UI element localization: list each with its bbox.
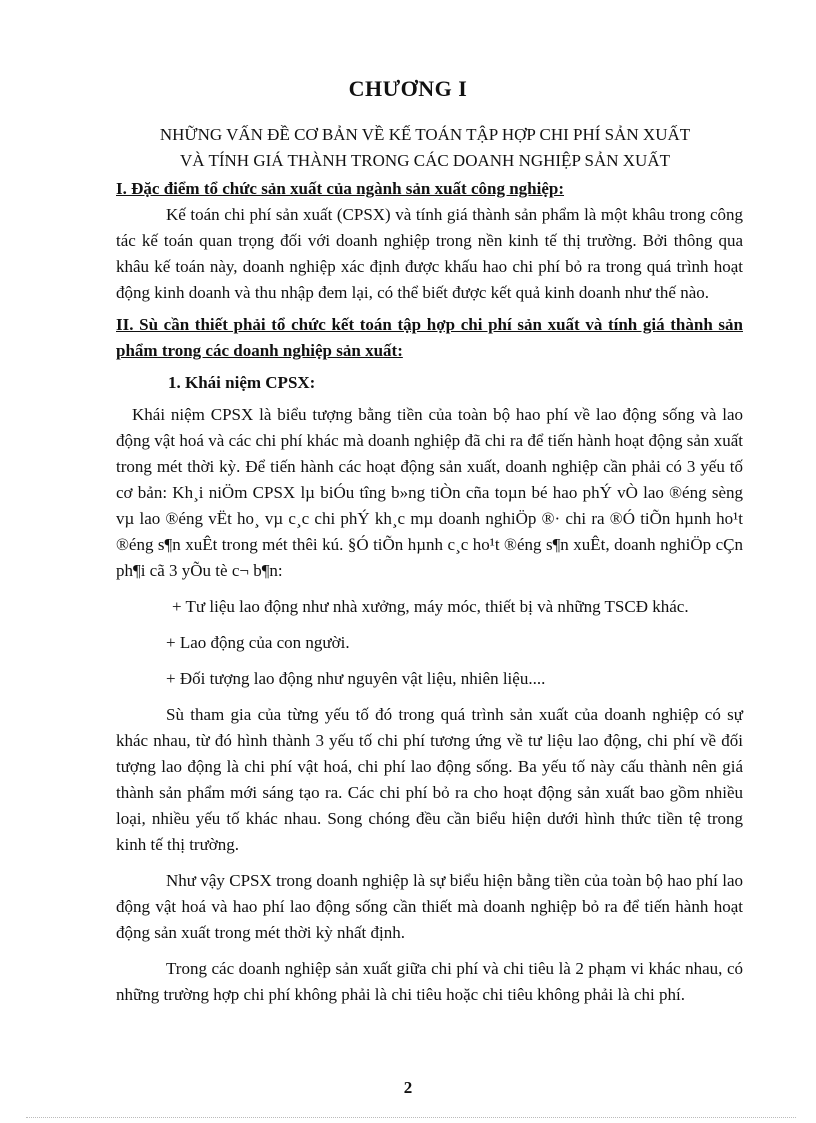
document-body xyxy=(116,176,743,1008)
section-2-heading: II. Sù cần thiết phải tổ chức kết toán tập hợp chi phí sản xuất và tính giá thành sản phẩm trong các doanh nghiệp sản xuất: xyxy=(116,315,743,360)
paragraph-5: Trong các doanh nghiệp sản xuất giữa chi phí và chi tiêu là 2 phạm vi khác nhau, có những trường hợp chi phí không phải là chi tiêu hoặc chi tiêu không phải là chi phí. xyxy=(116,959,743,1004)
list-item-1: + Tư liệu lao động như nhà xưởng, máy móc, thiết bị và những TSCĐ khác. xyxy=(172,597,689,616)
subtitle-line-2: VÀ TÍNH GIÁ THÀNH TRONG CÁC DOANH NGHIỆP SẢN XUẤT xyxy=(179,151,670,170)
paragraph-4: Như vậy CPSX trong doanh nghiệp là sự biểu hiện bằng tiền của toàn bộ hao phí lao động vật hoá và hao phí lao động sống cần thiết mà doanh nghiệp bỏ ra để tiến hành hoạt động sản xuất trong mét thời kỳ nhất định. xyxy=(116,871,743,942)
list-item-3: + Đối tượng lao động như nguyên vật liệu, nhiên liệu.... xyxy=(166,669,546,688)
page-bottom-divider xyxy=(26,1117,796,1118)
subtitle-line-1: NHỮNG VẤN ĐỀ CƠ BẢN VỀ KẾ TOÁN TẬP HỢP CHI PHÍ SẢN XUẤT xyxy=(159,125,691,144)
page-number: 2 xyxy=(403,1078,413,1097)
subsection-1-heading: 1. Khái niệm CPSX: xyxy=(168,373,316,392)
section-1-heading: I. Đặc điểm tổ chức sản xuất của ngành sản xuất công nghiệp: xyxy=(116,179,565,198)
paragraph-3: Sù tham gia của từng yếu tố đó trong quá trình sản xuất của doanh nghiệp có sự khác nhau, từ đó hình thành 3 yếu tố chi phí tương ứng về tư liệu lao động, chi phí về đối tượng lao động là chi phí vật hoá, chi phí lao động sống. Ba yếu tố này cấu thành nên giá thành sản phẩm mới sáng tạo ra. Các chi phí bỏ ra cho hoạt động sản xuất bao gồm nhiều loại, nhiều yếu tố khác nhau. Song chóng đều cần biểu hiện dưới hình thức tiền tệ trong kinh tế thị trường. xyxy=(116,705,743,854)
chapter-subtitle xyxy=(110,122,740,174)
list-item-2: + Lao động của con người. xyxy=(166,633,350,652)
section-1-paragraph: Kế toán chi phí sản xuất (CPSX) và tính giá thành sản phẩm là một khâu trong công tác kế toán quan trọng đối với doanh nghiệp trong nền kinh tế thị trường. Bởi thông qua khâu kế toán này, doanh nghiệp xác định được khấu hao chi phí bỏ ra trong quá trình hoạt động kinh doanh và thu nhập đem lại, có thể biết được kết quả kinh doanh như thế nào. xyxy=(116,205,743,302)
chapter-title: CHƯƠNG I xyxy=(348,76,468,101)
concept-paragraph: Khái niệm CPSX là biểu tượng bằng tiền của toàn bộ hao phí về lao động sống và lao động vật hoá và các chi phí khác mà doanh nghiệp đã chi ra để tiến hành hoạt động sản xuất trong mét thời kỳ. Để tiến hành các hoạt động sản xuất, doanh nghiệp cần phải có 3 yếu tố cơ bản: Kh¸i niÖm CPSX lµ biÓu tîng b»ng tiÒn cña toµn bé hao phÝ vÒ lao ®éng sèng vµ lao ®éng vËt ho¸ vµ c¸c chi phÝ kh¸c mµ doanh nghiÖp ®· chi ra ®Ó tiÕn hµnh ho¹t ®éng s¶n xuÊt trong mét thêi kú. §Ó tiÕn hµnh c¸c ho¹t ®éng s¶n xuÊt, doanh nghiÖp cÇn ph¶i cã 3 yÕu tè c¬ b¶n: xyxy=(116,405,743,580)
